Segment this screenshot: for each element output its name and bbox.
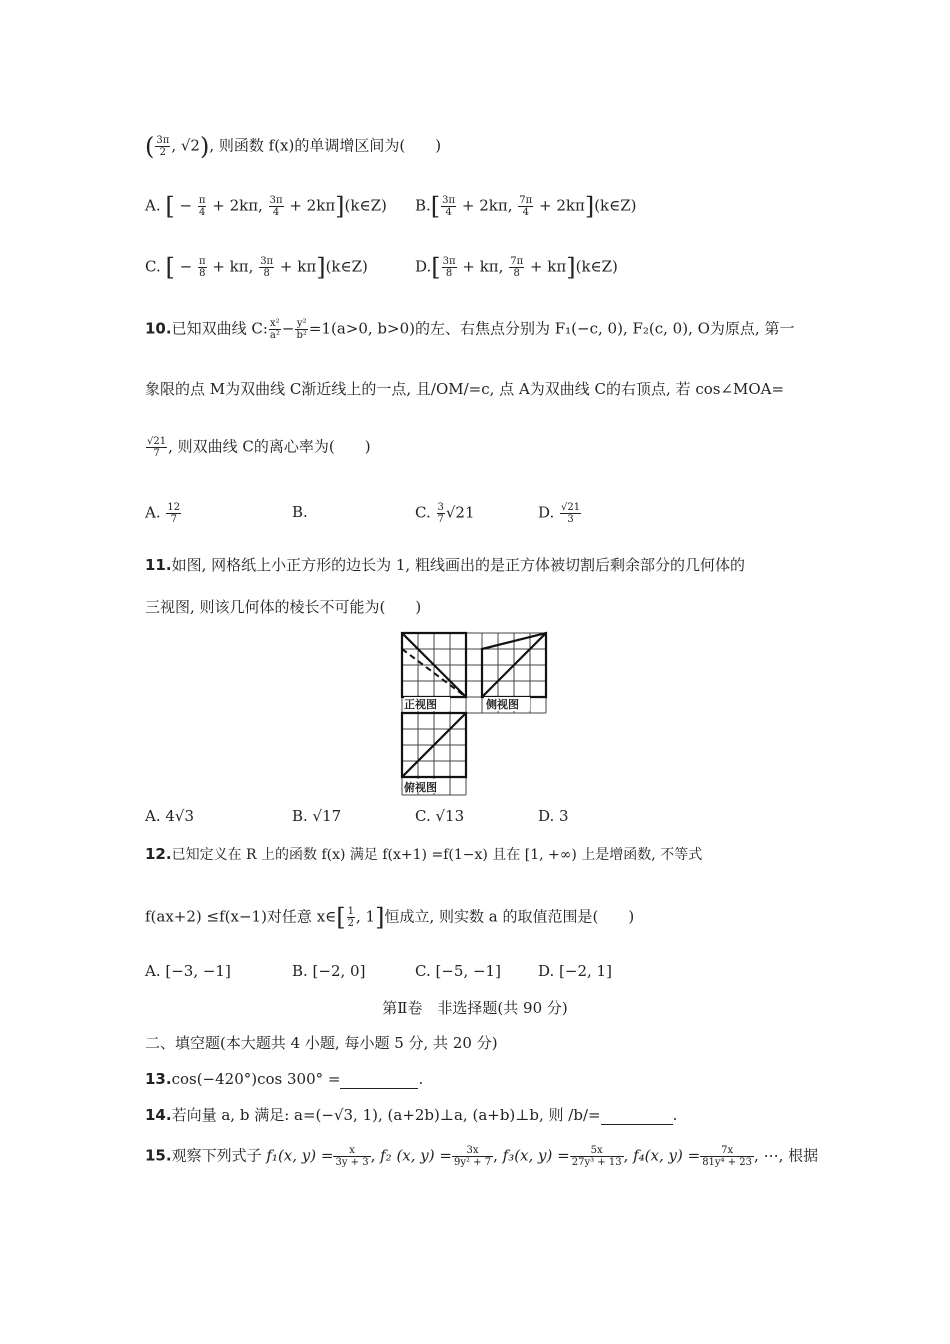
q10-option-a: A. $\frac{12}{7}$ [145, 502, 181, 525]
side-view-label: 侧视图 [486, 698, 519, 711]
q11-option-b: B. √17 [292, 807, 342, 825]
q12-line-2: f(ax+2) ≤f(x−1)对任意 x∈[ $\frac{1}{2}$ , 1]恒成立, 则实数 a 的取值范围是( ) [145, 903, 635, 932]
q12-option-d: D. [−2, 1] [538, 962, 612, 980]
q14-answer-blank[interactable] [601, 1104, 673, 1125]
q11-line-1: 11.如图, 网格纸上小正方形的边长为 1, 粗线画出的是正方体被切割后剩余部分的几何体的 [145, 556, 745, 574]
q9-option-d: D.[ $\frac{3\pi}{8}$ + kπ, $\frac{7\pi}{8}$ + kπ](k∈Z) [415, 253, 618, 282]
q9-option-a: A. [ − $\frac{\pi}{4}$ + 2kπ, $\frac{3\pi}{4}$ + 2kπ](k∈Z) [145, 192, 387, 221]
top-view-label: 俯视图 [404, 781, 437, 794]
part-2-heading: 第Ⅱ卷 非选择题(共 90 分) [382, 999, 568, 1017]
q11-option-a: A. 4√3 [145, 807, 195, 825]
q12-option-b: B. [−2, 0] [292, 962, 366, 980]
q10-option-c: C. $\frac{3}{7}$ √21 [415, 502, 475, 525]
q10-line-3: $\frac{√21}{7}$ , 则双曲线 C的离心率为( ) [147, 436, 371, 459]
q13-answer-blank[interactable] [340, 1068, 418, 1089]
q12-option-c: C. [−5, −1] [415, 962, 501, 980]
front-view-label: 正视图 [404, 698, 437, 711]
section-2-heading: 二、填空题(本大题共 4 小题, 每小题 5 分, 共 20 分) [145, 1034, 498, 1052]
q15-line: 15.观察下列式子 f₁(x, y) = $\frac{x}{3y + 3}$ , f₂ (x, y) = $\frac{3x}{\text{9y² + 7}}$ , f₃(x, y) = $\frac{5x}{\text{27y³ + 13}}$ , f₄(x, y) = $\frac{7x}{\text{81y⁴ + 23}}$ , ⋯, 根据 [145, 1145, 819, 1168]
three-view-grid [400, 631, 550, 797]
q10-option-b: B. [292, 503, 308, 521]
q10-line-2: 象限的点 M为双曲线 C渐近线上的一点, 且/OM/=c, 点 A为双曲线 C的右顶点, 若 cos∠MOA= [145, 380, 785, 398]
q11-option-d: D. 3 [538, 807, 569, 825]
q12-option-a: A. [−3, −1] [145, 962, 231, 980]
q11-option-c: C. √13 [415, 807, 465, 825]
q10-line-1: 10.已知双曲线 C: $\frac{\text{x²}}{\text{a²}}$ − $\frac{\text{y²}}{\text{b²}}$ =1(a>0, b>0)的左、右焦点分别为 F₁(−c, 0), F₂(c, 0), O为原点, 第一 [145, 318, 795, 341]
three-view-figure [400, 631, 550, 801]
q12-line-1: 12.已知定义在 R 上的函数 f(x) 满足 f(x+1) =f(1−x) 且在 [1, +∞) 上是增函数, 不等式 [145, 845, 703, 863]
q11-line-2: 三视图, 则该几何体的棱长不可能为( ) [145, 598, 422, 616]
q9-option-c: C. [ − $\frac{\pi}{8}$ + kπ, $\frac{3\pi}{8}$ + kπ](k∈Z) [145, 253, 368, 282]
q14-line: 14.若向量 a, b 满足: a=(−√3, 1), (a+2b)⊥a, (a+b)⊥b, 则 /b/= . [145, 1106, 678, 1124]
q13-line: 13.cos(−420°)cos 300° = . [145, 1070, 424, 1088]
q9-option-b: B.[ $\frac{3\pi}{4}$ + 2kπ, $\frac{7\pi}{4}$ + 2kπ](k∈Z) [415, 192, 637, 221]
q10-option-d: D. $\frac{√21}{3}$ [538, 502, 581, 525]
q9-stem-line: ( $\frac{3\pi}{2}$ , √2), 则函数 f(x)的单调增区间为( ) [145, 132, 442, 161]
